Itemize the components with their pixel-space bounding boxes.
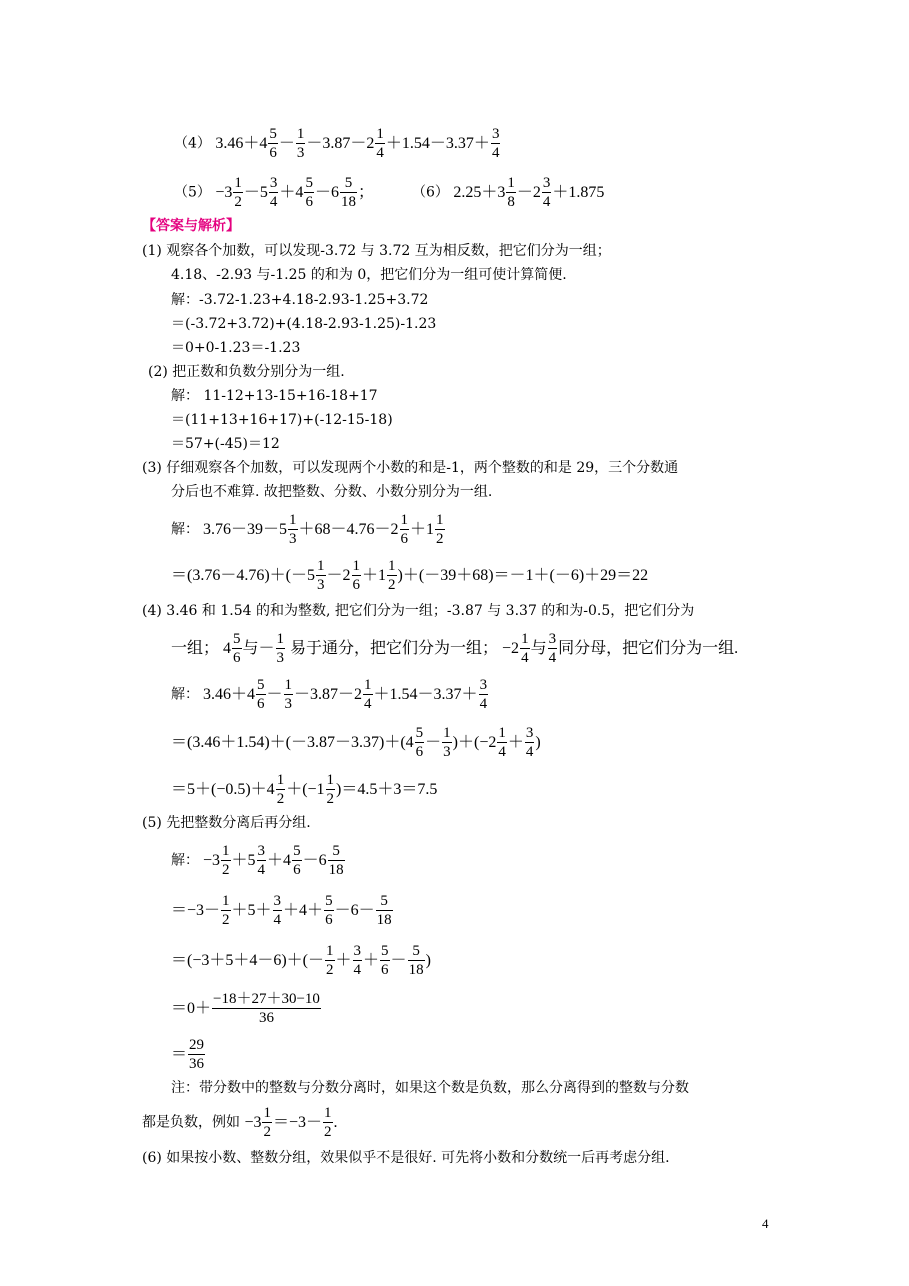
s5-step2: ＝(−3＋5＋4－6)＋(－ $\frac{1}{2}$ ＋ $\frac{3}{4}$ ＋ $\frac{5}{6}$ － $\frac{5}{18}$ ) xyxy=(171,943,431,978)
problem-4-label: （4） xyxy=(174,135,211,152)
problem-5-label: （5） xyxy=(174,184,211,201)
answer-heading: 【答案与解析】 xyxy=(142,218,240,234)
s5-note2: 都是负数，例如 −3 $\frac{1}{2}$ ＝−3－ $\frac{1}{2}$ . xyxy=(142,1105,338,1140)
problem-5-expression: −3 $\frac{1}{2}$ －5 $\frac{3}{4}$ ＋4 $\frac{5}{6}$ －6 $\frac{5}{18}$ ； xyxy=(215,175,374,210)
s3-line2: 分后也不难算. 故把整数、分数、小数分别分为一组. xyxy=(171,484,493,500)
s2-line2: 解： 11-12+13-15+16-18+17 xyxy=(171,388,378,404)
s4-solve: 解： 3.46＋4 $\frac{5}{6}$ － $\frac{1}{3}$ －3.87－2 $\frac{1}{4}$ ＋1.54－3.37＋ $\frac{3}{4}$ xyxy=(171,677,488,712)
problem-5 xyxy=(174,176,374,210)
s5-step1: ＝−3－ $\frac{1}{2}$ ＋5＋ $\frac{3}{4}$ ＋4＋ $\frac{5}{6}$ －6－ $\frac{5}{18}$ xyxy=(171,893,392,928)
s5-line1: (5) 先把整数分离后再分组. xyxy=(142,815,311,831)
problem-4 xyxy=(174,127,501,161)
s5-step4: ＝ $\frac{29}{36}$ xyxy=(171,1037,205,1072)
s1-line5: ＝0+0-1.23＝-1.23 xyxy=(171,340,301,356)
s4-step2: ＝5＋(−0.5)＋4 $\frac{1}{2}$ ＋(−1 $\frac{1}{2}$ )＝4.5＋3＝7.5 xyxy=(171,772,438,807)
s1-line1: (1) 观察各个加数，可以发现-3.72 与 3.72 互为相反数，把它们分为一组； xyxy=(142,243,611,259)
s2-line1: (2) 把正数和负数分别分为一组. xyxy=(148,364,345,380)
problem-6-expression: 2.25＋3 $\frac{1}{8}$ －2 $\frac{3}{4}$ ＋1.875 xyxy=(453,175,605,210)
s5-note1: 注：带分数中的整数与分数分离时，如果这个数是负数，那么分离得到的整数与分数 xyxy=(171,1080,689,1096)
s4-step1: ＝(3.46＋1.54)＋(－3.87－3.37)＋(4 $\frac{5}{6}$ － $\frac{1}{3}$ )＋(−2 $\frac{1}{4}$ ＋ $\frac{3}{4}$ ) xyxy=(171,725,541,760)
problem-6 xyxy=(412,176,604,210)
s1-line4: ＝(-3.72+3.72)+(4.18-2.93-1.25)-1.23 xyxy=(171,316,437,332)
s6-line1: (6) 如果按小数、整数分组，效果似乎不是很好. 可先将小数和分数统一后再考虑分组. xyxy=(142,1150,670,1166)
s4-line2: 一组； 4 $\frac{5}{6}$ 与－ $\frac{1}{3}$ 易于通分，把它们分为一组； −2 $\frac{1}{4}$ 与 $\frac{3}{4}$ 同分母，把它们分为一组. xyxy=(171,631,739,666)
s2-line4: ＝57+(-45)＝12 xyxy=(171,436,280,452)
s4-line1: (4) 3.46 和 1.54 的和为整数, 把它们分为一组；-3.87 与 3.37 的和为-0.5，把它们分为 xyxy=(142,603,695,619)
s3-result: ＝(3.76－4.76)＋(－5 $\frac{1}{3}$ －2 $\frac{1}{6}$ ＋1 $\frac{1}{2}$ )＋(－39＋68)＝－1＋(－6)＋29＝22 xyxy=(171,558,649,593)
s1-line2: 4.18、-2.93 与-1.25 的和为 0，把它们分为一组可使计算简便. xyxy=(171,267,567,283)
problem-6-label: （6） xyxy=(412,184,449,201)
page-number: 4 xyxy=(762,1216,769,1231)
problem-4-expression: 3.46＋4 $\frac{5}{6}$ － $\frac{1}{3}$ －3.87－2 $\frac{1}{4}$ ＋1.54－3.37＋ $\frac{3}{4}$ xyxy=(215,126,500,161)
s5-solve: 解： −3 $\frac{1}{2}$ ＋5 $\frac{3}{4}$ ＋4 $\frac{5}{6}$ －6 $\frac{5}{18}$ xyxy=(171,843,344,878)
s5-step3: ＝0＋ $\frac{-18+27+30-10}{36}$ xyxy=(171,991,320,1026)
s2-line3: ＝(11+13+16+17)+(-12-15-18) xyxy=(171,412,393,428)
s3-line1: (3) 仔细观察各个加数，可以发现两个小数的和是-1，两个整数的和是 29，三个分数通 xyxy=(142,460,679,476)
s3-solve: 解： 3.76－39－5 $\frac{1}{3}$ ＋68－4.76－2 $\frac{1}{6}$ ＋1 $\frac{1}{2}$ xyxy=(171,512,444,547)
s1-line3: 解：-3.72-1.23+4.18-2.93-1.25+3.72 xyxy=(171,292,429,308)
